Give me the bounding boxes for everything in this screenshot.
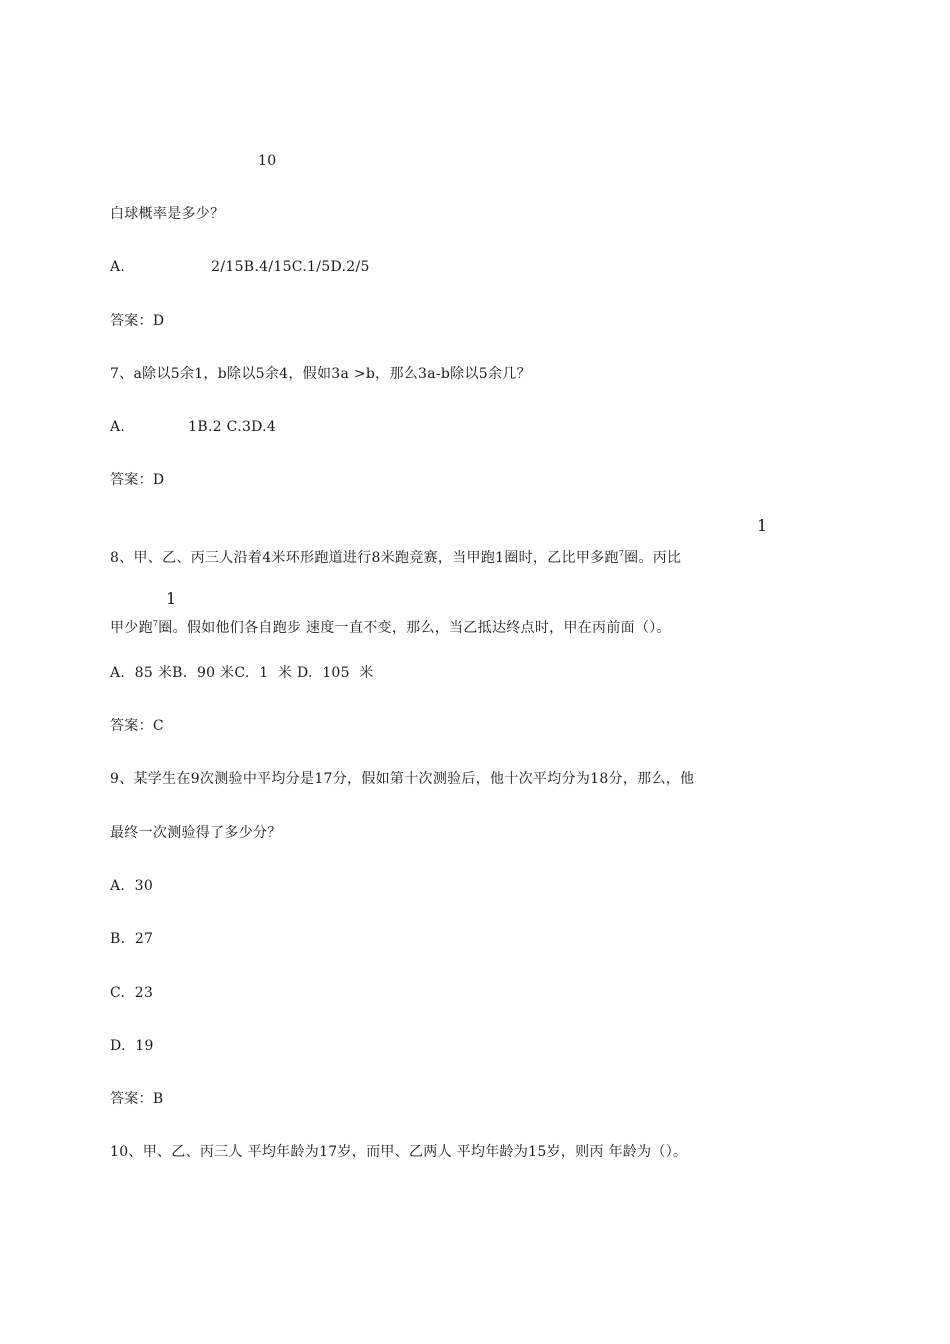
- q8-stem-line-1: [110, 549, 681, 567]
- q8-stem-line-2-tail: 圈。假如他们各自跑步 速度一直不变，那么，当乙抵达终点时，甲在丙前面（）。: [158, 620, 671, 636]
- q6-fraction-fragment: 10: [258, 153, 277, 169]
- q8-options: A. 85 米B. 90 米C. 1 米 D. 105 米: [110, 665, 374, 681]
- q8-stem-line-1-tail: 圈。丙比: [624, 550, 682, 566]
- q9-option-c: C. 23: [110, 985, 154, 1001]
- q9-stem-line-1: 9、某学生在9次测验中平均分是17分，假如第十次测验后，他十次平均分为18分，那么，他: [110, 771, 695, 787]
- q9-option-d: D. 19: [110, 1038, 154, 1054]
- q8-stem-line-2: [110, 619, 671, 637]
- q7-options: [110, 418, 276, 436]
- q10-stem: 10、甲、乙、丙三人 平均年龄为17岁，而甲、乙两人 平均年龄为15岁，则丙 年龄为（）。: [110, 1144, 688, 1160]
- q7-answer: 答案：D: [110, 472, 165, 488]
- q7-stem: 7、a除以5余1，b除以5余4，假如3a >b，那么3a-b除以5余几？: [110, 366, 531, 382]
- q8-stem-line-1-text: 8、甲、乙、丙三人沿着4米环形跑道进行8米跑竞赛，当甲跑1圈时，乙比甲多跑: [110, 550, 619, 566]
- q6-stem: 白球概率是多少？: [110, 206, 225, 222]
- q9-answer: 答案：B: [110, 1091, 164, 1107]
- q9-option-b: B. 27: [110, 931, 154, 947]
- q9-stem-line-2: 最终一次测验得了多少分？: [110, 825, 282, 841]
- q6-answer: 答案：D: [110, 313, 165, 329]
- q6-options-label: A.: [110, 259, 126, 275]
- q6-options-values: 2/15B.4/15C.1/5D.2/5: [211, 259, 370, 275]
- q8-fraction-numerator-2: 1: [166, 589, 177, 608]
- q8-fraction-denominator-1: 7: [618, 549, 625, 558]
- q8-fraction-numerator-1: 1: [757, 516, 768, 535]
- q7-options-label: A.: [110, 419, 126, 435]
- q9-option-a: A. 30: [110, 878, 154, 894]
- q7-options-values: 1B.2 C.3D.4: [188, 419, 277, 435]
- q8-fraction-denominator-2: 7: [152, 619, 159, 628]
- q8-stem-line-2-text: 甲少跑: [110, 620, 153, 636]
- q6-options: [110, 258, 370, 276]
- q8-answer: 答案：C: [110, 718, 164, 734]
